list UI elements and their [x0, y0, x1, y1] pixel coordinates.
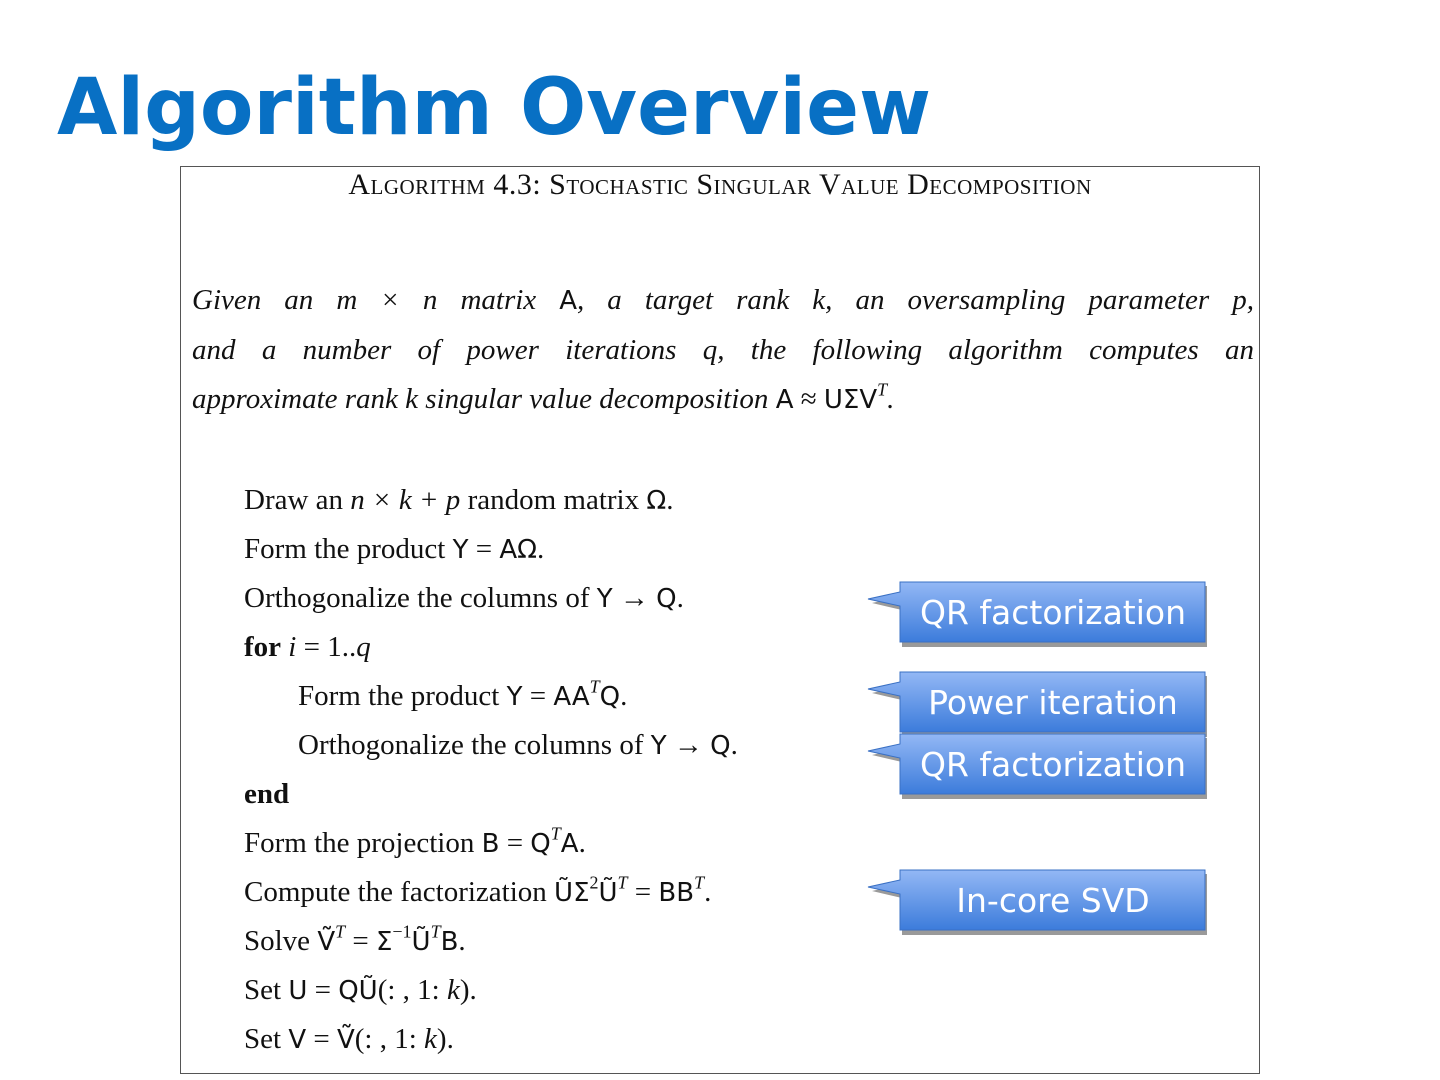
math-token: =	[306, 1023, 337, 1055]
math-token: .	[458, 925, 466, 957]
callout-qr-factorization-2	[868, 734, 1206, 796]
math-token: .	[620, 680, 628, 712]
callout-label: Power iteration	[928, 683, 1178, 722]
intro-math: p	[1232, 284, 1247, 316]
math-token: =	[307, 974, 339, 1006]
math-token: Q	[599, 682, 621, 712]
math-token: =	[468, 533, 500, 565]
algorithm-step-set-u	[244, 972, 477, 1009]
math-token: A	[560, 829, 579, 859]
intro-line-2	[192, 326, 1254, 375]
math-token: =	[627, 876, 659, 908]
intro-matrix: A	[559, 286, 578, 316]
math-token: .	[537, 533, 545, 565]
math-token: T	[589, 676, 600, 697]
intro-text: ,	[1246, 284, 1254, 316]
intro-text: .	[887, 383, 895, 415]
callout-label: QR factorization	[920, 745, 1186, 784]
math-token: =	[345, 925, 376, 957]
algorithm-intro	[192, 276, 1254, 425]
math-token: T	[617, 872, 628, 893]
intro-line-3	[192, 375, 1254, 425]
math-token: random matrix	[460, 484, 647, 516]
intro-text: , the following algorithm computes an	[717, 334, 1254, 366]
math-token: ).	[459, 974, 477, 1006]
math-token: Form the product	[244, 533, 453, 565]
math-token: = 1..	[296, 631, 357, 663]
intro-math: m × n	[336, 284, 438, 316]
math-token: Q	[530, 829, 551, 859]
math-token: T	[550, 823, 561, 844]
math-token: Compute the factorization	[244, 876, 555, 908]
algorithm-step-projection	[244, 825, 586, 862]
slide-title: Algorithm Overview	[57, 63, 932, 153]
algorithm-step-3	[244, 580, 684, 617]
math-token: Y	[506, 682, 523, 712]
math-token: Ũ	[598, 878, 618, 908]
math-token: Y	[452, 535, 469, 565]
algorithm-step-end	[244, 776, 289, 812]
intro-text: singular value decomposition	[418, 383, 776, 415]
math-token: →	[666, 729, 711, 761]
math-token: B	[481, 829, 500, 859]
intro-text: , a target rank	[577, 284, 813, 316]
math-token: −1	[392, 921, 412, 942]
callout-label: In-core SVD	[956, 881, 1150, 920]
math-token: AA	[553, 682, 590, 712]
math-token: BB	[658, 878, 695, 908]
math-token: Orthogonalize the columns of	[298, 729, 651, 761]
intro-line-1	[192, 276, 1254, 326]
intro-operator: ≈	[793, 383, 824, 415]
math-token: for	[244, 631, 282, 663]
algorithm-step-power-product	[298, 678, 627, 715]
callout-in-core-svd	[868, 870, 1206, 932]
algorithm-step-solve	[244, 923, 466, 960]
math-token: (: , 1:	[377, 974, 447, 1006]
math-token: end	[244, 778, 290, 810]
intro-text: Given an	[192, 284, 337, 316]
math-token: ŨΣ	[554, 878, 590, 908]
math-token: ).	[436, 1023, 454, 1055]
math-token: T	[694, 872, 705, 893]
math-token: Σ	[375, 927, 393, 957]
math-token: AΩ	[499, 535, 538, 565]
math-token: Y	[596, 584, 613, 614]
intro-matrix: A	[775, 385, 794, 415]
algorithm-step-2	[244, 531, 544, 568]
math-token: Set	[244, 974, 289, 1006]
math-token: Form the product	[298, 680, 507, 712]
math-token: =	[499, 827, 531, 859]
math-token: Ω	[646, 486, 667, 516]
callout-power-iteration	[868, 672, 1206, 734]
math-token: .	[676, 582, 684, 614]
math-token: →	[612, 582, 657, 614]
math-token: Q	[656, 584, 677, 614]
intro-matrix: UΣV	[823, 385, 878, 415]
intro-math: k	[405, 383, 419, 415]
algorithm-step-1	[244, 482, 673, 519]
math-token: n × k + p	[350, 484, 461, 516]
intro-math: q	[702, 334, 718, 366]
math-token: Solve	[244, 925, 318, 957]
math-token: T	[430, 921, 441, 942]
math-token: i	[281, 631, 297, 663]
callout-label: QR factorization	[920, 593, 1186, 632]
math-token: Set	[244, 1023, 289, 1055]
math-token: Y	[650, 731, 667, 761]
intro-text: and a number of power iterations	[192, 334, 703, 366]
math-token: .	[666, 484, 674, 516]
math-token: B	[440, 927, 459, 957]
intro-text: approximate rank	[192, 383, 406, 415]
math-token: Form the projection	[244, 827, 482, 859]
callout-qr-factorization-1	[868, 582, 1206, 644]
math-token: k	[424, 1023, 437, 1055]
math-token: QŨ	[338, 976, 378, 1006]
math-token: U	[288, 976, 308, 1006]
math-token: =	[522, 680, 554, 712]
algorithm-step-set-v	[244, 1021, 454, 1058]
math-token: .	[578, 827, 586, 859]
math-token: Ũ	[411, 927, 431, 957]
math-token: Q	[710, 731, 731, 761]
intro-text: , an oversampling parameter	[825, 284, 1233, 316]
math-token: Ṽ	[336, 1025, 355, 1055]
algorithm-step-factorization	[244, 874, 711, 911]
algorithm-step-power-orthogonalize	[298, 727, 738, 764]
math-token: q	[356, 631, 371, 663]
math-token: .	[704, 876, 712, 908]
math-token: V	[288, 1025, 307, 1055]
math-token: Draw an	[244, 484, 351, 516]
intro-text: matrix	[437, 284, 560, 316]
algorithm-step-for	[244, 629, 371, 665]
math-token: 2	[589, 872, 599, 893]
math-token: (: , 1:	[354, 1023, 425, 1055]
math-token: Orthogonalize the columns of	[244, 582, 597, 614]
math-token: Ṽ	[317, 927, 336, 957]
intro-math: k	[812, 284, 826, 316]
math-token: k	[446, 974, 460, 1006]
math-token: .	[730, 729, 738, 761]
algorithm-heading: Algorithm 4.3: Stochastic Singular Value Decomposition	[348, 168, 1092, 201]
intro-superscript: T	[877, 379, 888, 400]
math-token: T	[335, 921, 346, 942]
